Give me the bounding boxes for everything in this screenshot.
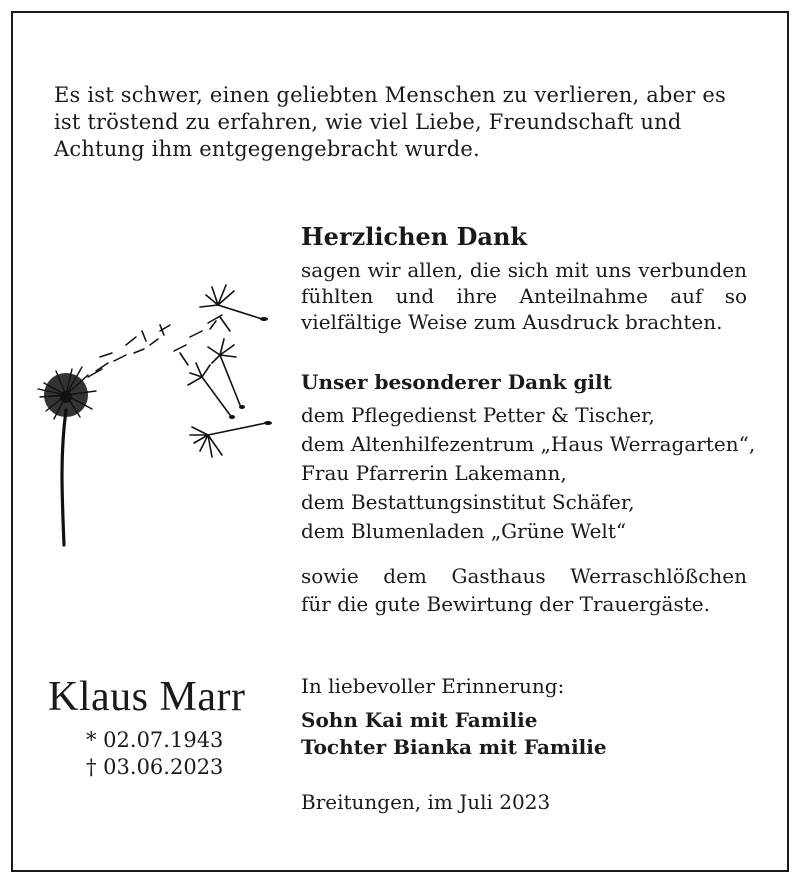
intro-line: Achtung ihm entgegengebracht wurde. (54, 137, 480, 161)
dank-heading: Herzlichen Dank (301, 222, 528, 251)
dank-line-last: vielfältige Weise zum Ausdruck brachten. (301, 310, 723, 334)
deceased-name: Klaus Marr (48, 674, 246, 720)
intro-text (54, 82, 754, 163)
dandelion-icon (30, 265, 280, 550)
sowie-text (301, 562, 747, 618)
sowie-line: sowie dem Gasthaus Werraschlößchen (301, 564, 747, 588)
signer: Sohn Kai mit Familie (301, 708, 538, 732)
intro-line: Es ist schwer, einen geliebten Menschen zu verlieren, aber es (54, 83, 726, 107)
birth-date: * 02.07.1943 (86, 728, 224, 752)
place-date: Breitungen, im Juli 2023 (301, 790, 551, 814)
signer: Tochter Bianka mit Familie (301, 735, 607, 759)
list-item: dem Pflegedienst Petter & Tischer, (301, 403, 655, 427)
deceased-dates (86, 727, 223, 781)
list-item: dem Altenhilfezentrum „Haus Werragarten“, (301, 432, 756, 456)
thanks-list (301, 401, 756, 546)
erinnerung-label: In liebevoller Erinnerung: (301, 674, 565, 698)
list-item: Frau Pfarrerin Lakemann, (301, 461, 567, 485)
dank-text (301, 257, 747, 335)
sowie-line: für die gute Bewirtung der Trauergäste. (301, 592, 710, 616)
list-item: dem Blumenladen „Grüne Welt“ (301, 519, 627, 543)
dank-line: fühlten und ihre Anteilnahme auf so (301, 284, 747, 308)
signers (301, 707, 747, 761)
besonderer-heading: Unser besonderer Dank gilt (301, 370, 612, 394)
dank-line: sagen wir allen, die sich mit uns verbunden (301, 258, 747, 282)
death-date: † 03.06.2023 (86, 755, 224, 779)
intro-line: ist tröstend zu erfahren, wie viel Liebe, Freundschaft und (54, 110, 682, 134)
list-item: dem Bestattungsinstitut Schäfer, (301, 490, 635, 514)
